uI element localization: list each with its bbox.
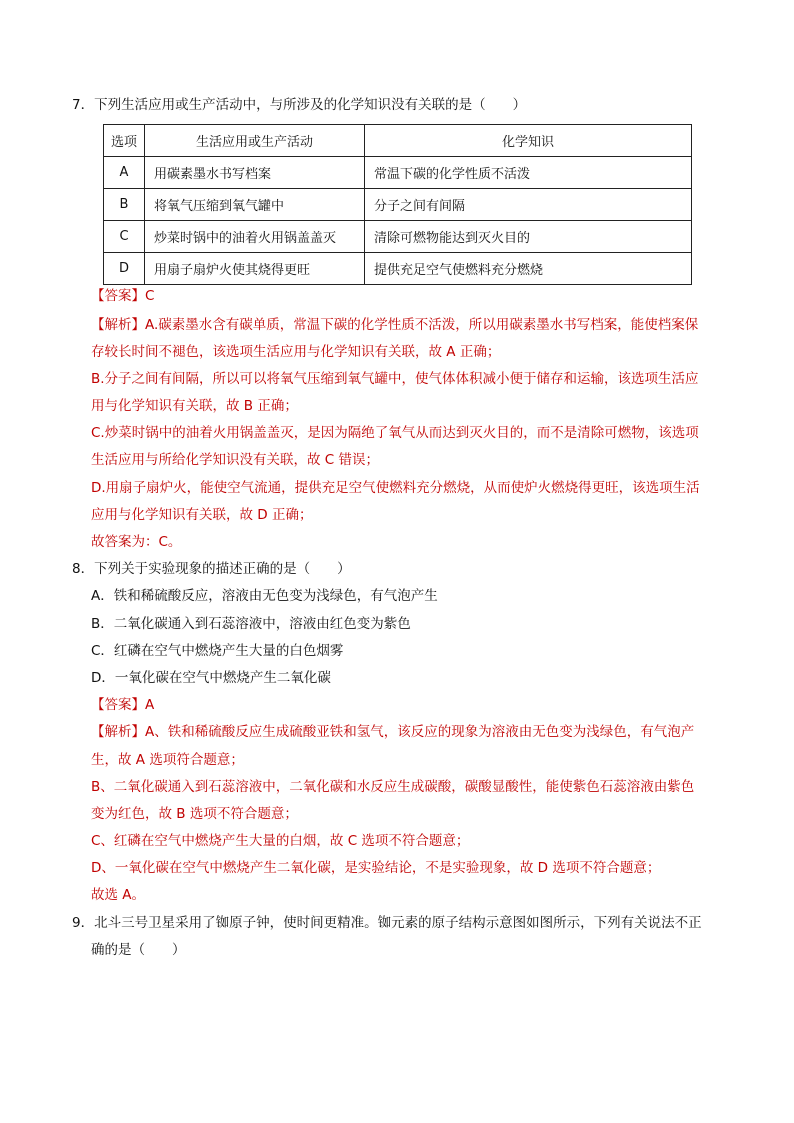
table-cell: A <box>104 157 145 189</box>
analysis-text: A、铁和稀硫酸反应生成硫酸亚铁和氢气，该反应的现象为溶液由无色变为浅绿色，有气泡产 <box>145 724 695 740</box>
table-row <box>104 189 692 221</box>
q7-analysis-line: 应用与化学知识有关联，故 D 正确； <box>91 507 313 523</box>
q8-option: D．一氧化碳在空气中燃烧产生二氧化碳 <box>91 670 331 686</box>
table-cell: 用扇子扇炉火使其烧得更旺 <box>145 253 365 285</box>
q9-stem-line: 9．北斗三号卫星采用了铷原子钟，使时间更精准。铷元素的原子结构示意图如图所示，下列有关说法不正 <box>72 915 702 931</box>
table-header-cell: 生活应用或生产活动 <box>145 125 365 157</box>
table-cell: 分子之间有间隔 <box>365 189 692 221</box>
q7-analysis-line: 存较长时间不褪色，该选项生活应用与化学知识有关联，故 A 正确； <box>91 344 501 360</box>
q8-option: C．红磷在空气中燃烧产生大量的白色烟雾 <box>91 643 344 659</box>
table-header-cell: 选项 <box>104 125 145 157</box>
q8-stem: 8．下列关于实验现象的描述正确的是（ ） <box>72 561 351 577</box>
q8-analysis-line: 变为红色，故 B 选项不符合题意； <box>91 806 298 822</box>
table-cell: 提供充足空气使燃料充分燃烧 <box>365 253 692 285</box>
answer-tag: 【答案】 <box>91 697 145 713</box>
q7-table <box>103 124 692 285</box>
q7-analysis-line: 生活应用与所给化学知识没有关联，故 C 错误； <box>91 452 380 468</box>
q8-analysis-line <box>91 722 694 742</box>
table-header-row <box>104 125 692 157</box>
q8-analysis-line: C、红磷在空气中燃烧产生大量的白烟，故 C 选项不符合题意； <box>91 833 470 849</box>
q8-analysis-line: D、一氧化碳在空气中燃烧产生二氧化碳，是实验结论，不是实验现象，故 D 选项不符合题意； <box>91 860 661 876</box>
q7-analysis-line: D.用扇子扇炉火，能使空气流通，提供充足空气使燃料充分燃烧，从而使炉火燃烧得更旺，该选项生活 <box>91 480 700 496</box>
table-row <box>104 221 692 253</box>
q8-analysis-line: 生，故 A 选项符合题意； <box>91 752 244 768</box>
q8-option: A．铁和稀硫酸反应，溶液由无色变为浅绿色，有气泡产生 <box>91 588 438 604</box>
table-cell: 将氧气压缩到氧气罐中 <box>145 189 365 221</box>
q7-analysis-line: 故答案为：C。 <box>91 534 182 550</box>
q9-stem-line: 确的是（ ） <box>91 942 186 958</box>
table-header-cell: 化学知识 <box>365 125 692 157</box>
analysis-tag: 【解析】 <box>91 317 145 333</box>
table-cell: 炒菜时锅中的油着火用锅盖盖灭 <box>145 221 365 253</box>
answer-tag: 【答案】 <box>91 288 145 304</box>
q8-analysis-line: 故选 A。 <box>91 887 146 903</box>
table-cell: D <box>104 253 145 285</box>
analysis-text: A.碳素墨水含有碳单质，常温下碳的化学性质不活泼，所以用碳素墨水书写档案，能使档案保 <box>145 317 699 333</box>
q7-analysis-line: C.炒菜时锅中的油着火用锅盖盖灭，是因为隔绝了氧气从而达到灭火目的，而不是清除可燃物，该选项 <box>91 425 699 441</box>
table-cell: 清除可燃物能达到灭火目的 <box>365 221 692 253</box>
answer-value: C <box>145 288 155 304</box>
q7-analysis-line: 用与化学知识有关联，故 B 正确； <box>91 398 298 414</box>
table-row <box>104 253 692 285</box>
table-cell: 用碳素墨水书写档案 <box>145 157 365 189</box>
table-cell: C <box>104 221 145 253</box>
q7-stem: 7．下列生活应用或生产活动中，与所涉及的化学知识没有关联的是（ ） <box>72 97 527 113</box>
table-row <box>104 157 692 189</box>
q8-answer <box>91 695 154 715</box>
analysis-tag: 【解析】 <box>91 724 145 740</box>
q8-analysis-line: B、二氧化碳通入到石蕊溶液中，二氧化碳和水反应生成碳酸，碳酸显酸性，能使紫色石蕊溶液由紫色 <box>91 779 695 795</box>
q7-analysis-line <box>91 315 698 335</box>
q7-analysis-line: B.分子之间有间隔，所以可以将氧气压缩到氧气罐中，使气体体积减小便于储存和运输，该选项生活应 <box>91 371 699 387</box>
answer-value: A <box>145 697 155 713</box>
q7-answer <box>91 286 154 306</box>
q8-option: B．二氧化碳通入到石蕊溶液中，溶液由红色变为紫色 <box>91 616 411 632</box>
table-cell: 常温下碳的化学性质不活泼 <box>365 157 692 189</box>
table-cell: B <box>104 189 145 221</box>
